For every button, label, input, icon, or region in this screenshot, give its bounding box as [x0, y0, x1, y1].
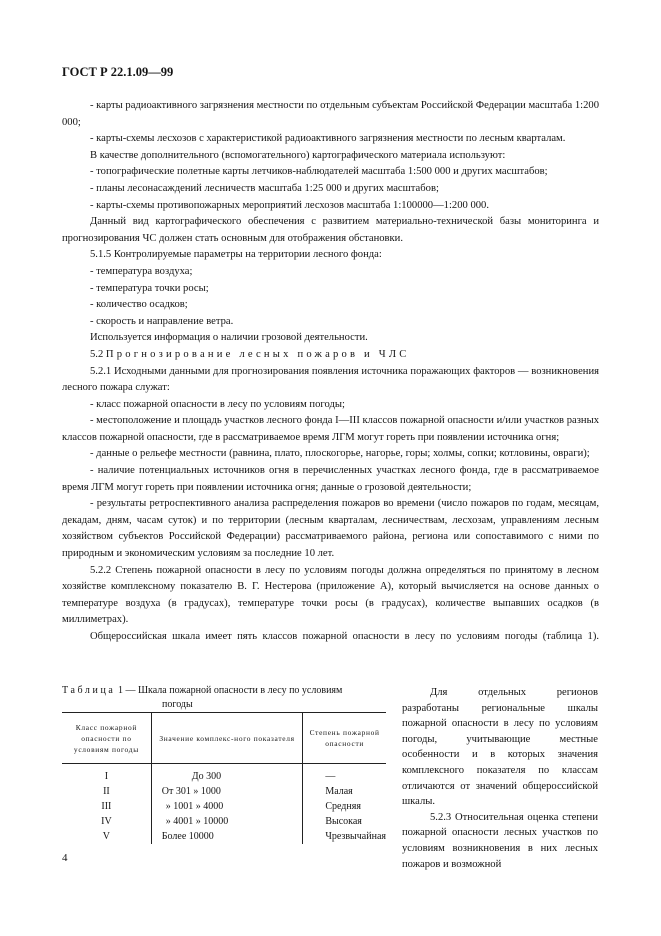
- table-cell: До 300: [151, 764, 303, 785]
- main-text: [62, 98, 599, 646]
- page-number: 4: [62, 852, 68, 864]
- paragraph: - карты-схемы лесхозов с характеристикой радиоактивного загрязнения местности по лесным кварталам.: [90, 133, 566, 145]
- paragraph: - планы лесонасаждений лесничеств масштаба 1:25 000 и других масштабов;: [90, 182, 439, 194]
- document-code: ГОСТ Р 22.1.09—99: [62, 65, 174, 79]
- table-row: [62, 829, 386, 844]
- table-cell: » 1001 » 4000: [151, 799, 303, 814]
- table-cell: Более 10000: [151, 829, 303, 844]
- paragraph: В качестве дополнительного (вспомогательного) картографического материала используют:: [90, 149, 506, 161]
- table-row: [62, 814, 386, 829]
- section-title: Прогнозирование лесных пожаров и ЧЛС: [105, 348, 410, 360]
- paragraph: Общероссийская шкала имеет пять классов пожарной опасности в лесу по условиям погоды (таблица 1).: [90, 631, 599, 642]
- paragraph: - скорость и направление ветра.: [90, 315, 234, 327]
- table-caption: [62, 684, 387, 712]
- paragraph: - карты-схемы противопожарных мероприятий лесхозов масштаба 1:100000—1:200 000.: [90, 199, 489, 211]
- table-header-row: [62, 713, 386, 764]
- table-caption-text: 1 — Шкала пожарной опасности в лесу по условиям: [117, 685, 343, 696]
- table-cell: Средняя: [303, 799, 386, 814]
- paragraph: 5.1.5 Контролируемые параметры на территории лесного фонда:: [90, 249, 382, 261]
- paragraph: Для отдельных регионов разработаны региональные шкалы пожарной опасности в лесу по условиям погоды, учитывающие местные особенности и в которых значения комплексного показателя по классам отличаются от значений общероссийской шкалы.: [402, 687, 598, 808]
- table-cell: » 4001 » 10000: [151, 814, 303, 829]
- section-heading: [62, 347, 599, 364]
- table-cell: II: [103, 786, 110, 797]
- paragraph: Данный вид картографического обеспечения с развитием материально-технической базы мониторинга и прогнозирования ЧС должен стать основным для отображения обстановки.: [62, 216, 599, 244]
- paragraph: - результаты ретроспективного анализа распределения пожаров во времени (число пожаров по годам, месяцам, декадам, дням, часам суток) и по территории (лесным кварталам, лесничествам, лесхозам, управлениям лесным хозяйством субъектов Российской Федерации) рассматриваемого района, региона или сопоставимого с ними по природным и экономическим условиям за последние 10 лет.: [62, 498, 599, 560]
- table-cell: I: [104, 771, 109, 782]
- table-cell: V: [102, 831, 111, 842]
- table-row: [62, 799, 386, 814]
- paragraph: - данные о рельефе местности (равнина, плато, плоскогорье, нагорье, горы; холмы, сопки; котловины, овраги);: [90, 448, 590, 460]
- paragraph: - количество осадков;: [90, 299, 188, 311]
- paragraph: - наличие потенциальных источников огня в перечисленных участках лесного фонда, где в рассматриваемое время ЛГМ могут гореть при появлении источника огня; данные о грозовой деятельности;: [62, 465, 599, 493]
- table-row: [62, 764, 386, 785]
- column-header: Степень пожарной опасности: [303, 713, 386, 764]
- table-cell: От 301 » 1000: [151, 784, 303, 799]
- table-cell: Высокая: [303, 814, 386, 829]
- paragraph: 5.2.2 Степень пожарной опасности в лесу по условиям погоды должна определяться по принятому в лесном хозяйстве комплексному показателю В. Г. Нестерова (приложение А), который вычисляется на основе данных о температуре воздуха (в градусах), температуре точки росы (в градусах), количестве выпавших осадков (в миллиметрах).: [62, 564, 599, 626]
- table-row: [62, 784, 386, 799]
- table-caption-continuation: погоды: [162, 699, 193, 710]
- table-cell: Чрезвычайная: [303, 829, 386, 844]
- section-number: 5.2: [90, 348, 104, 360]
- paragraph: Используется информация о наличии грозовой деятельности.: [90, 332, 368, 344]
- paragraph: 5.2.3 Относительная оценка степени пожарной опасности лесных участков по условиям возникновения в них лесных пожаров и возможной: [402, 811, 598, 870]
- fire-danger-table: [62, 712, 386, 844]
- column-header: Класс пожарной опасности по условиям погоды: [62, 713, 151, 764]
- paragraph: - карты радиоактивного загрязнения местности по отдельным субъектам Российской Федерации масштаба 1:200 000;: [62, 100, 599, 128]
- table-caption-label: Таблица: [62, 685, 116, 696]
- table-cell: III: [101, 801, 112, 812]
- table-cell: IV: [101, 816, 112, 827]
- paragraph: - температура точки росы;: [90, 282, 209, 294]
- paragraph: - топографические полетные карты летчиков-наблюдателей масштаба 1:500 000 и других масштабов;: [90, 166, 548, 178]
- paragraph: 5.2.1 Исходными данными для прогнозирования появления источника поражающих факторов — возникновения лесного пожара служат:: [62, 365, 599, 394]
- column-header: Значение комплекс-ного показателя: [151, 713, 303, 764]
- paragraph: - класс пожарной опасности в лесу по условиям погоды;: [90, 398, 345, 410]
- table-cell: —: [303, 764, 386, 785]
- paragraph: - температура воздуха;: [90, 265, 193, 277]
- table-cell: Малая: [303, 784, 386, 799]
- side-text: [402, 685, 598, 872]
- paragraph: - местоположение и площадь участков лесного фонда I—III классов пожарной опасности и/или участков разных классов пожарной опасности, где в рассматриваемое время ЛГМ могут гореть при появлении источника огня;: [62, 415, 599, 443]
